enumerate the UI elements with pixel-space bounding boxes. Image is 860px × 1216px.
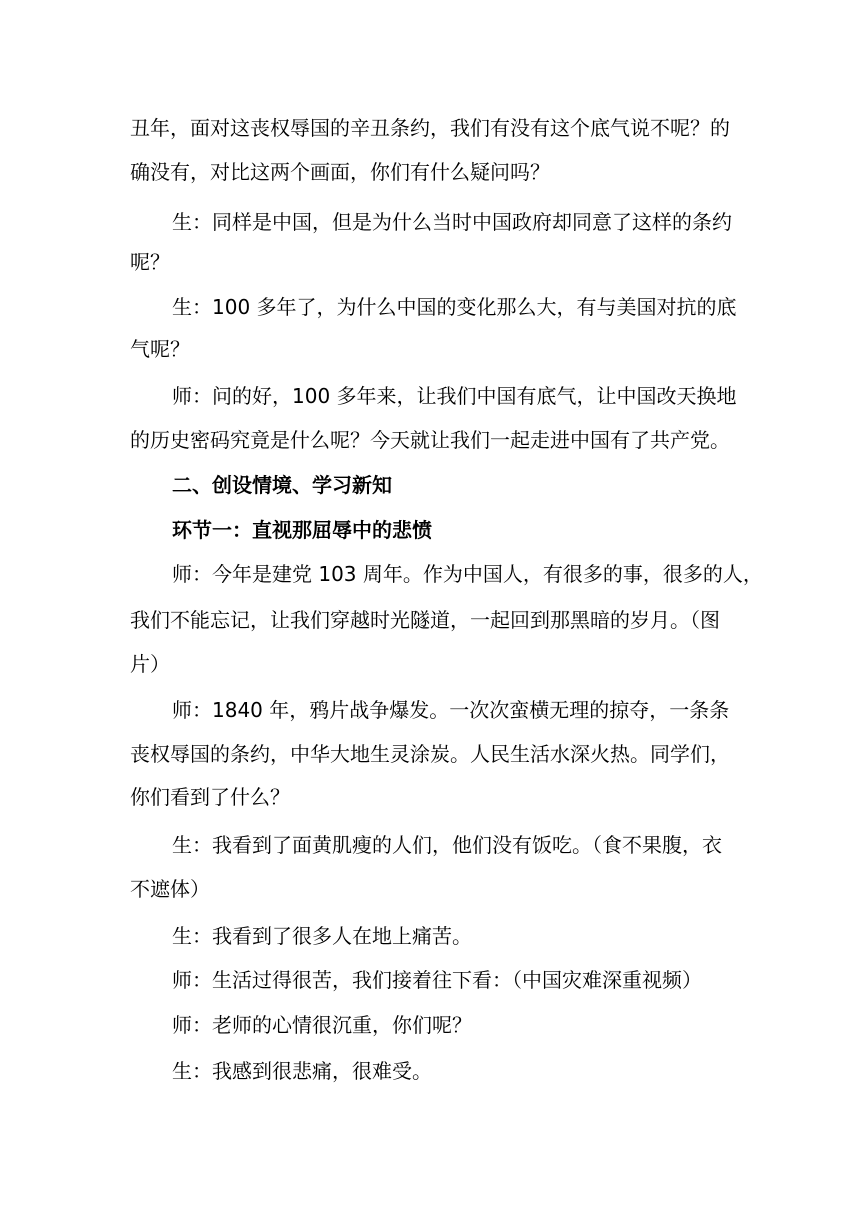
text-line: 师：今年是建党 103 周年。作为中国人，有很多的事，很多的人，	[172, 562, 763, 586]
subsection-heading: 环节一：直视那屈辱中的悲愤	[172, 518, 432, 542]
text-line: 我们不能忘记，让我们穿越时光隧道，一起回到那黑暗的岁月。（图	[130, 608, 720, 632]
text-line: 生：我感到很悲痛，很难受。	[172, 1059, 432, 1083]
text-line: 确没有，对比这两个画面，你们有什么疑问吗？	[130, 160, 550, 184]
text-line: 生：同样是中国，但是为什么当时中国政府却同意了这样的条约	[172, 210, 732, 234]
text-line: 你们看到了什么？	[130, 785, 290, 809]
text-line: 生：我看到了很多人在地上痛苦。	[172, 924, 472, 948]
text-line: 生：100 多年了，为什么中国的变化那么大，有与美国对抗的底	[172, 295, 737, 319]
text-line: 生：我看到了面黄肌瘦的人们，他们没有饭吃。（食不果腹，衣	[172, 833, 722, 857]
section-heading: 二、创设情境、学习新知	[172, 473, 392, 497]
text-line: 的历史密码究竟是什么呢？今天就让我们一起走进中国有了共产党。	[130, 428, 730, 452]
text-line: 呢？	[130, 250, 170, 274]
text-line: 师：问的好，100 多年来，让我们中国有底气，让中国改天换地	[172, 384, 737, 408]
text-line: 丧权辱国的条约，中华大地生灵涂炭。人民生活水深火热。同学们，	[130, 742, 730, 766]
text-line: 不遮体）	[130, 877, 210, 901]
text-line: 气呢？	[130, 337, 190, 361]
text-line: 师：生活过得很苦，我们接着往下看：（中国灾难深重视频）	[172, 968, 702, 992]
text-line: 片）	[130, 652, 170, 676]
text-line: 师：老师的心情很沉重，你们呢？	[172, 1013, 472, 1037]
text-line: 师：1840 年，鸦片战争爆发。一次次蛮横无理的掠夺，一条条	[172, 698, 730, 722]
text-line: 丑年，面对这丧权辱国的辛丑条约，我们有没有这个底气说不呢？的	[130, 116, 730, 140]
